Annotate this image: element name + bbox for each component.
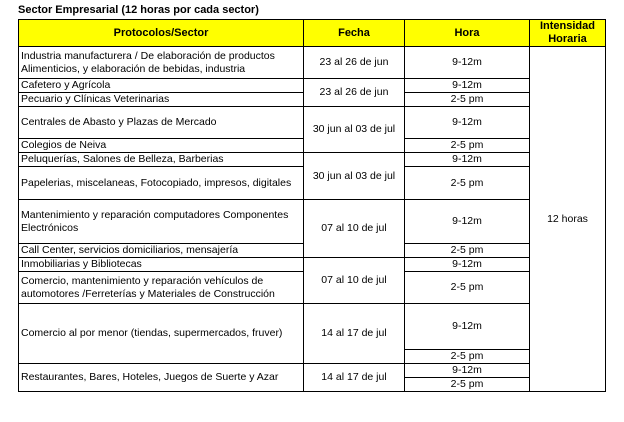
sector-cell: Cafetero y Agrícola (19, 79, 304, 93)
sector-cell: Mantenimiento y reparación computadores Componentes Electrónicos (19, 200, 304, 244)
sector-cell: Inmobiliarias y Bibliotecas (19, 258, 304, 272)
sector-cell: Comercio, mantenimiento y reparación vehículos de automotores /Ferreterías y Materiales de Construcción (19, 272, 304, 304)
hora-cell: 9-12m (405, 200, 530, 244)
hora-cell: 9-12m (405, 79, 530, 93)
table-row (19, 304, 606, 350)
header-intensidad: Intensidad Horaria (530, 20, 606, 47)
hora-cell: 9-12m (405, 364, 530, 378)
hora-cell: 9-12m (405, 153, 530, 167)
sector-cell: Industria manufacturera / De elaboración de productos Alimenticios, y elaboración de bebidas, industria (19, 47, 304, 79)
table-row (19, 258, 606, 272)
sector-cell: Colegios de Neiva (19, 139, 304, 153)
fecha-cell: 14 al 17 de jul (304, 304, 405, 364)
hora-cell: 2-5 pm (405, 272, 530, 304)
table-row (19, 47, 606, 79)
fecha-cell: 23 al 26 de jun (304, 79, 405, 107)
intensidad-cell: 12 horas (530, 47, 606, 392)
hora-cell: 9-12m (405, 47, 530, 79)
fecha-cell: 23 al 26 de jun (304, 47, 405, 79)
page-title: Sector Empresarial (12 horas por cada sector) (18, 4, 259, 16)
table-row (19, 107, 606, 139)
hora-cell: 2-5 pm (405, 93, 530, 107)
hora-cell: 9-12m (405, 304, 530, 350)
header-row (19, 20, 606, 47)
fecha-cell: 30 jun al 03 de jul (304, 107, 405, 153)
header-protocolos: Protocolos/Sector (19, 20, 304, 47)
fecha-cell: 30 jun al 03 de jul (304, 153, 405, 200)
fecha-cell: 14 al 17 de jul (304, 364, 405, 392)
sector-cell: Centrales de Abasto y Plazas de Mercado (19, 107, 304, 139)
sector-cell: Restaurantes, Bares, Hoteles, Juegos de Suerte y Azar (19, 364, 304, 392)
hora-cell: 9-12m (405, 107, 530, 139)
fecha-cell: 07 al 10 de jul (304, 200, 405, 258)
hora-cell: 2-5 pm (405, 244, 530, 258)
hora-cell: 2-5 pm (405, 350, 530, 364)
header-fecha: Fecha (304, 20, 405, 47)
sector-cell: Papelerias, miscelaneas, Fotocopiado, impresos, digitales (19, 167, 304, 200)
hora-cell: 2-5 pm (405, 167, 530, 200)
hora-cell: 9-12m (405, 258, 530, 272)
sector-cell: Call Center, servicios domiciliarios, mensajería (19, 244, 304, 258)
fecha-cell: 07 al 10 de jul (304, 258, 405, 304)
schedule-table (18, 19, 606, 392)
sector-cell: Pecuario y Clínicas Veterinarias (19, 93, 304, 107)
sector-cell: Comercio al por menor (tiendas, supermercados, fruver) (19, 304, 304, 364)
hora-cell: 2-5 pm (405, 378, 530, 392)
table-row (19, 153, 606, 167)
header-hora: Hora (405, 20, 530, 47)
sector-cell: Peluquerías, Salones de Belleza, Barberias (19, 153, 304, 167)
table-row (19, 79, 606, 93)
table-row (19, 364, 606, 378)
table-row (19, 200, 606, 244)
hora-cell: 2-5 pm (405, 139, 530, 153)
